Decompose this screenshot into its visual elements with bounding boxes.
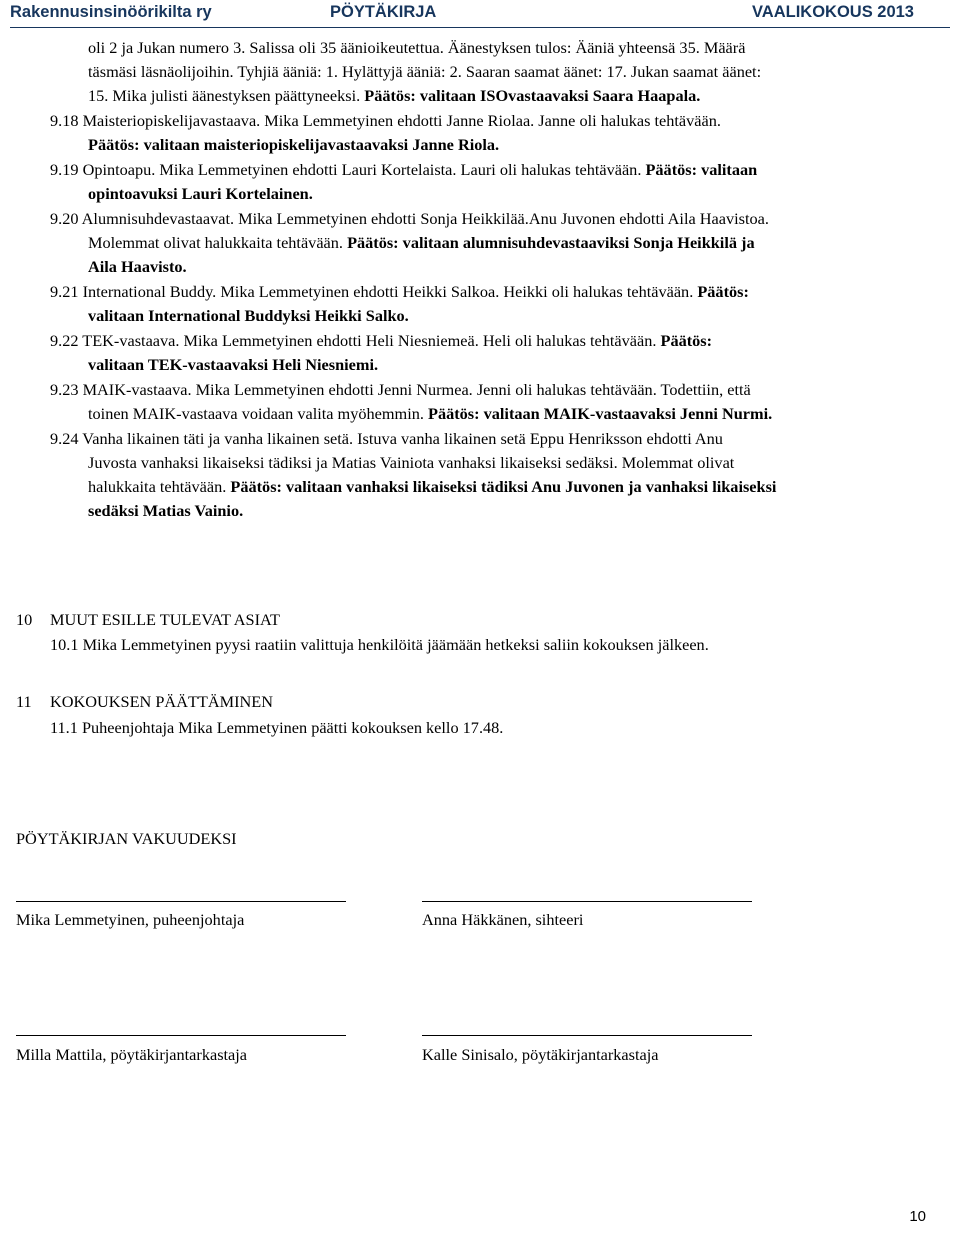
- decision-text: sedäksi Matias Vainio.: [88, 501, 244, 520]
- decision-text: Aila Haavisto.: [88, 257, 187, 276]
- decision-text: valitaan International Buddyksi Heikki Salko.: [88, 306, 409, 325]
- agenda-item-9-24: 9.24 Vanha likainen täti ja vanha likainen setä. Istuva vanha likainen setä Eppu Henriksson ehdotti Anu: [50, 429, 723, 448]
- agenda-item-9-23: 9.23 MAIK-vastaava. Mika Lemmetyinen ehdotti Jenni Nurmea. Jenni oli halukas tehtävään. Todettiin, että: [50, 380, 751, 399]
- document-type: PÖYTÄKIRJA: [330, 3, 437, 21]
- decision-text: Päätös: valitaan: [645, 160, 758, 179]
- signatory-name: Kalle Sinisalo, pöytäkirjantarkastaja: [422, 1045, 659, 1064]
- decision-text: Päätös: valitaan ISOvastaavaksi Saara Haapala.: [364, 86, 701, 105]
- meeting-name: VAALIKOKOUS 2013: [752, 3, 914, 21]
- signature-line: [422, 1035, 752, 1036]
- text-span: Molemmat olivat halukkaita tehtävään.: [88, 233, 348, 252]
- text-line: [88, 84, 700, 108]
- decision-text: Päätös: valitaan alumnisuhdevastaaviksi Sonja Heikkilä ja: [347, 233, 755, 252]
- text-span: 9.19 Opintoapu. Mika Lemmetyinen ehdotti Lauri Kortelaista. Lauri oli halukas tehtävään.: [50, 160, 646, 179]
- decision-text: Päätös:: [660, 331, 713, 350]
- organization-name: Rakennusinsinöörikilta ry: [10, 3, 212, 21]
- text-span: toinen MAIK-vastaava voidaan valita myöhemmin.: [88, 404, 429, 423]
- text-line: [88, 231, 755, 255]
- text-span: 15. Mika julisti äänestyksen päättyneeksi.: [88, 86, 365, 105]
- section-title: KOKOUKSEN PÄÄTTÄMINEN: [50, 692, 273, 711]
- text-line: täsmäsi läsnäolijoihin. Tyhjiä ääniä: 1. Hylättyjä ääniä: 2. Saaran saamat äänet: 17. Jukan saamat äänet:: [88, 62, 762, 81]
- decision-text: opintoavuksi Lauri Kortelainen.: [88, 184, 313, 203]
- signatures-heading: PÖYTÄKIRJAN VAKUUDEKSI: [16, 829, 237, 848]
- header-rule: [10, 27, 950, 28]
- text-line: oli 2 ja Jukan numero 3. Salissa oli 35 äänioikeutettua. Äänestyksen tulos: Ääniä yhteensä 35. Määrä: [88, 38, 746, 57]
- page-number: 10: [909, 1208, 926, 1225]
- signatory-name: Milla Mattila, pöytäkirjantarkastaja: [16, 1045, 248, 1064]
- agenda-item-11-1: 11.1 Puheenjohtaja Mika Lemmetyinen päätti kokouksen kello 17.48.: [50, 718, 504, 737]
- page-header: [0, 0, 960, 28]
- text-line: Juvosta vanhaksi likaiseksi tädiksi ja Matias Vainiota vanhaksi likaiseksi sedäksi. Molemmat olivat: [88, 453, 735, 472]
- signatory-name: Anna Häkkänen, sihteeri: [422, 910, 584, 929]
- agenda-item-9-21: [50, 280, 749, 304]
- text-line: [88, 402, 772, 426]
- decision-text: Päätös: valitaan MAIK-vastaavaksi Jenni Nurmi.: [428, 404, 773, 423]
- decision-text: Päätös: valitaan vanhaksi likaiseksi tädiksi Anu Juvonen ja vanhaksi likaiseksi: [230, 477, 777, 496]
- agenda-item-10-1: 10.1 Mika Lemmetyinen pyysi raatiin valittuja henkilöitä jäämään hetkeksi saliin kokouksen jälkeen.: [50, 635, 709, 654]
- section-title: MUUT ESILLE TULEVAT ASIAT: [50, 610, 280, 629]
- signatory-name: Mika Lemmetyinen, puheenjohtaja: [16, 910, 245, 929]
- agenda-item-9-19: [50, 158, 757, 182]
- text-span: 9.21 International Buddy. Mika Lemmetyinen ehdotti Heikki Salkoa. Heikki oli halukas tehtävään.: [50, 282, 698, 301]
- text-line: [88, 475, 776, 499]
- text-span: halukkaita tehtävään.: [88, 477, 231, 496]
- agenda-item-9-20: 9.20 Alumnisuhdevastaavat. Mika Lemmetyinen ehdotti Sonja Heikkilää.Anu Juvonen ehdotti Aila Haavistoa.: [50, 209, 769, 228]
- decision-text: valitaan TEK-vastaavaksi Heli Niesniemi.: [88, 355, 379, 374]
- decision-text: Päätös:: [697, 282, 749, 301]
- agenda-item-9-22: [50, 329, 712, 353]
- signature-line: [422, 901, 752, 902]
- text-span: 9.22 TEK-vastaava. Mika Lemmetyinen ehdotti Heli Niesniemeä. Heli oli halukas tehtävään.: [50, 331, 661, 350]
- signature-line: [16, 901, 346, 902]
- section-number: 10: [16, 610, 33, 629]
- signature-line: [16, 1035, 346, 1036]
- agenda-item-9-18: 9.18 Maisteriopiskelijavastaava. Mika Lemmetyinen ehdotti Janne Riolaa. Janne oli halukas tehtävään.: [50, 111, 721, 130]
- section-number: 11: [16, 692, 32, 711]
- decision-text: Päätös: valitaan maisteriopiskelijavastaavaksi Janne Riola.: [88, 135, 500, 154]
